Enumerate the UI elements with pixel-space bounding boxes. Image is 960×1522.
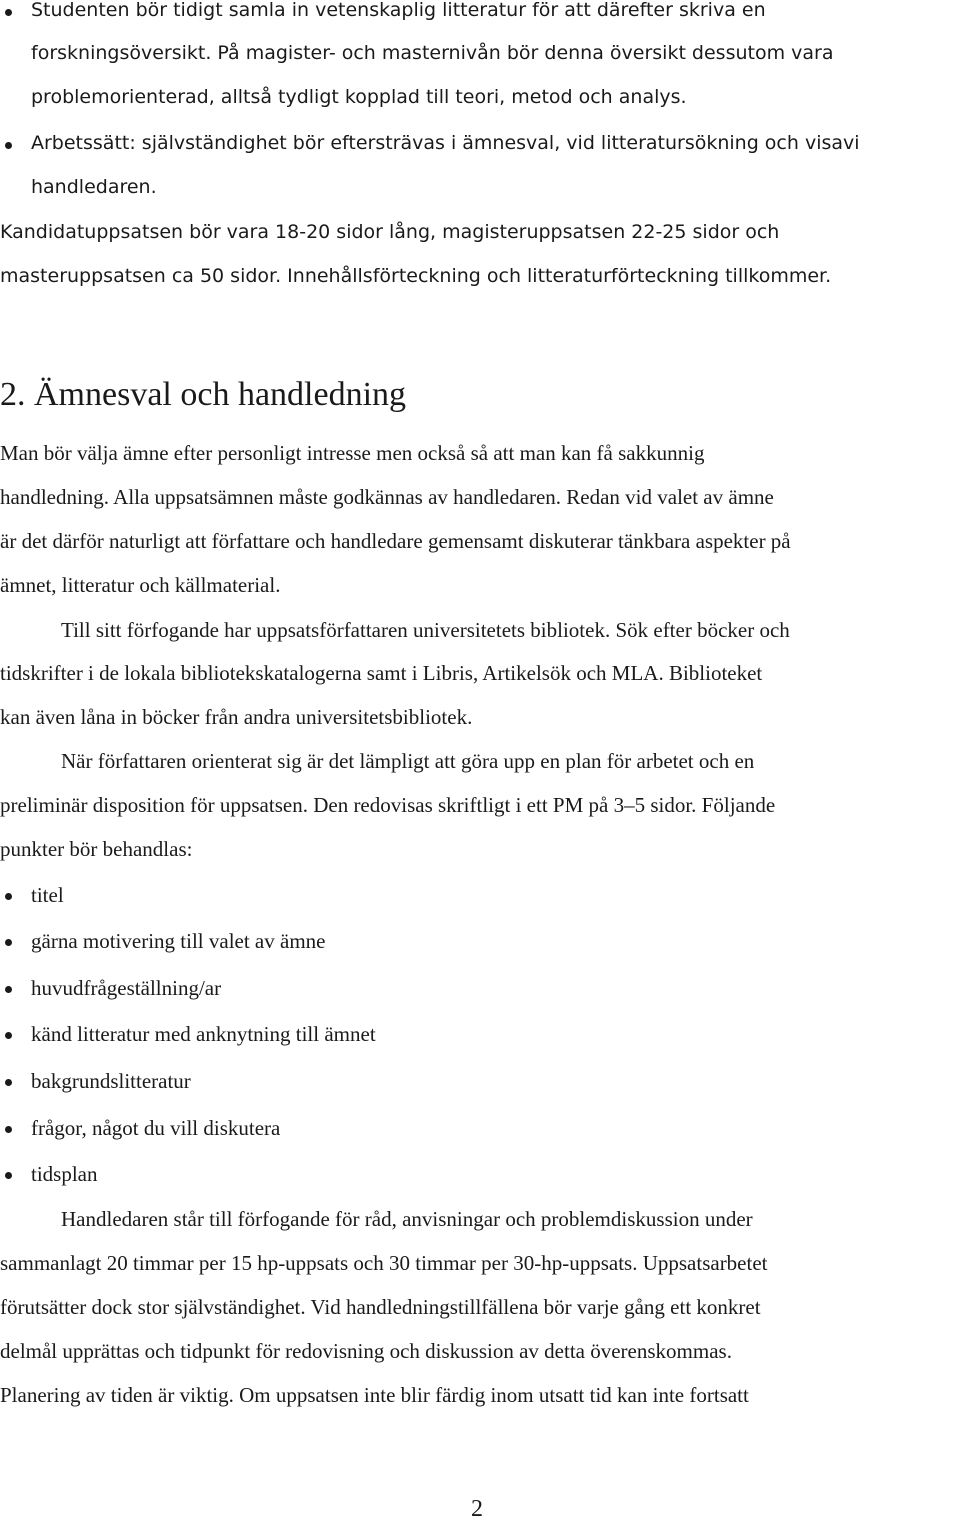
paragraph-line: punkter bör behandlas: xyxy=(0,837,193,861)
bullet-text-line: handledaren. xyxy=(31,176,157,198)
bullet-icon xyxy=(5,939,12,946)
paragraph-line: Till sitt förfogande har uppsatsförfattaren universitetets bibliotek. Sök efter böcker och xyxy=(61,618,790,642)
bullet-icon xyxy=(5,1079,12,1086)
paragraph-line: preliminär disposition för uppsatsen. Den redovisas skriftligt i ett PM på 3–5 sidor. Följande xyxy=(0,793,776,817)
section-heading: 2. Ämnesval och handledning xyxy=(0,376,407,413)
list-item: tidsplan xyxy=(31,1162,98,1186)
paragraph-line: är det därför naturligt att författare och handledare gemensamt diskuterar tänkbara aspekter på xyxy=(0,529,791,553)
bullet-icon xyxy=(5,142,12,149)
bullet-text-line: Arbetssätt: självständighet bör eftersträvas i ämnesval, vid litteratursökning och visavi xyxy=(31,132,860,154)
bullet-text-line: forskningsöversikt. På magister- och masternivån bör denna översikt dessutom vara xyxy=(31,42,834,64)
list-item: gärna motivering till valet av ämne xyxy=(31,929,326,953)
paragraph-line: tidskrifter i de lokala bibliotekskatalogerna samt i Libris, Artikelsök och MLA. Biblioteket xyxy=(0,661,763,685)
list-item: bakgrundslitteratur xyxy=(31,1069,191,1093)
bullet-icon xyxy=(5,893,12,900)
paragraph-line: kan även låna in böcker från andra universitetsbibliotek. xyxy=(0,705,473,729)
paragraph-line: Kandidatuppsatsen bör vara 18-20 sidor lång, magisteruppsatsen 22-25 sidor och xyxy=(0,221,780,243)
paragraph-line: Man bör välja ämne efter personligt intresse men också så att man kan få sakkunnig xyxy=(0,441,705,465)
bullet-icon xyxy=(5,1172,12,1179)
paragraph-line: Planering av tiden är viktig. Om uppsatsen inte blir färdig inom utsatt tid kan inte fortsatt xyxy=(0,1383,749,1407)
list-item: huvudfrågeställning/ar xyxy=(31,976,222,1000)
list-item: frågor, något du vill diskutera xyxy=(31,1116,281,1140)
paragraph-line: delmål upprättas och tidpunkt för redovisning och diskussion av detta överenskommas. xyxy=(0,1339,732,1363)
bullet-text-line: Studenten bör tidigt samla in vetenskaplig litteratur för att därefter skriva en xyxy=(31,0,766,21)
paragraph-line: masteruppsatsen ca 50 sidor. Innehållsförteckning och litteraturförteckning tillkommer. xyxy=(0,265,832,287)
paragraph-line: handledning. Alla uppsatsämnen måste godkännas av handledaren. Redan vid valet av ämne xyxy=(0,485,774,509)
bullet-text-line: problemorienterad, alltså tydligt kopplad till teori, metod och analys. xyxy=(31,86,687,108)
paragraph-line: sammanlagt 20 timmar per 15 hp-uppsats och 30 timmar per 30-hp-uppsats. Uppsatsarbetet xyxy=(0,1251,768,1275)
list-item: känd litteratur med anknytning till ämnet xyxy=(31,1022,376,1046)
bullet-icon xyxy=(5,1126,12,1133)
bullet-icon xyxy=(5,1032,12,1039)
paragraph-line: Handledaren står till förfogande för råd, anvisningar och problemdiskussion under xyxy=(61,1207,753,1231)
page-number: 2 xyxy=(471,1496,483,1522)
bullet-icon xyxy=(5,986,12,993)
paragraph-line: ämnet, litteratur och källmaterial. xyxy=(0,573,281,597)
paragraph-line: förutsätter dock stor självständighet. Vid handledningstillfällena bör varje gång ett konkret xyxy=(0,1295,761,1319)
list-item: titel xyxy=(31,883,64,907)
bullet-icon xyxy=(5,9,12,16)
paragraph-line: När författaren orienterat sig är det lämpligt att göra upp en plan för arbetet och en xyxy=(61,749,755,773)
